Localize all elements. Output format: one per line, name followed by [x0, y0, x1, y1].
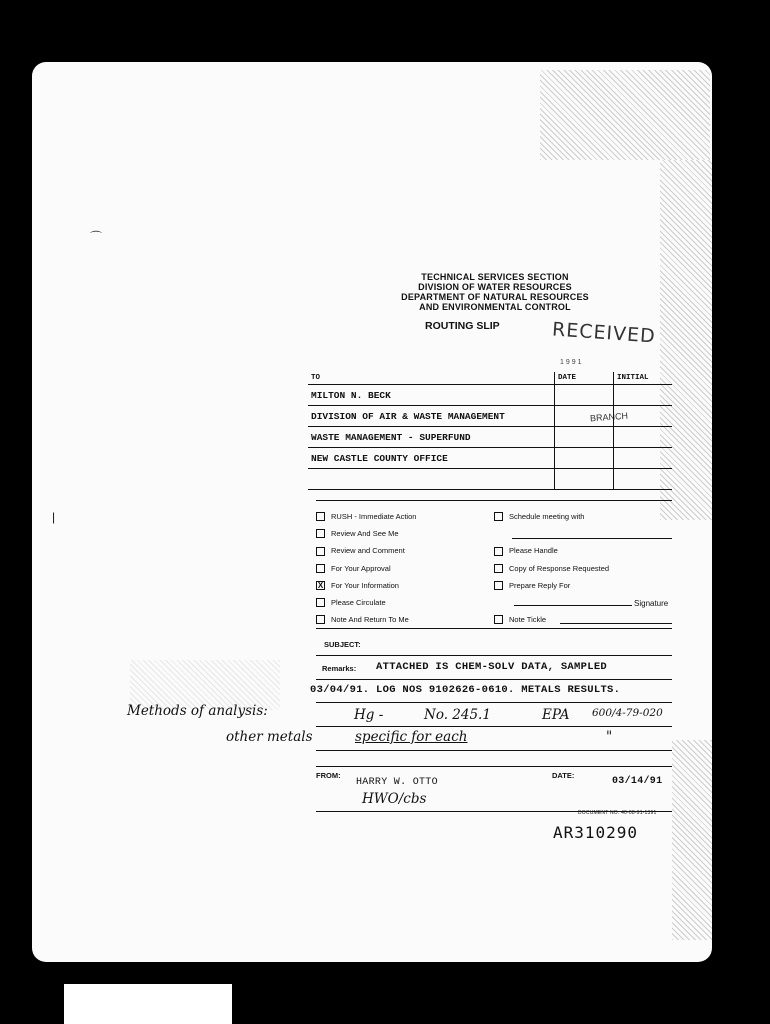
- header-line: DIVISION OF WATER RESOURCES: [418, 282, 572, 292]
- from-name: HARRY W. OTTO: [356, 777, 438, 788]
- checkbox[interactable]: [316, 564, 325, 573]
- signature-line: [514, 605, 632, 606]
- handwritten-note: 600/4-79-020: [592, 707, 663, 719]
- checklist-item[interactable]: [316, 611, 416, 628]
- handwritten-note: specific for each: [355, 729, 468, 745]
- date-cell: [555, 406, 614, 427]
- divider: [316, 679, 672, 680]
- checklist-item[interactable]: [316, 525, 416, 542]
- handwritten-initials: HWO/cbs: [362, 791, 427, 807]
- recipient-cell: NEW CASTLE COUNTY OFFICE: [308, 448, 555, 469]
- table-row: [308, 385, 672, 406]
- table-row: [308, 469, 672, 490]
- divider: [316, 766, 672, 767]
- table-row: [308, 427, 672, 448]
- checklist-label: Note Tickle: [509, 615, 547, 625]
- divider: [316, 726, 672, 727]
- checklist-item[interactable]: [494, 560, 609, 577]
- checklist-spacer: [494, 525, 609, 542]
- checkbox[interactable]: [316, 529, 325, 538]
- initial-cell: [614, 448, 673, 469]
- routing-table: [308, 372, 672, 490]
- checkbox[interactable]: [316, 512, 325, 521]
- received-stamp: RECEIVED: [551, 318, 657, 348]
- checklist-label: For Your Approval: [331, 563, 391, 573]
- checkbox[interactable]: [494, 581, 503, 590]
- checklist-label: RUSH - Immediate Action: [331, 512, 417, 521]
- recipient-cell: MILTON N. BECK: [308, 385, 555, 406]
- initial-cell: [614, 406, 673, 427]
- from-label: FROM:: [316, 771, 341, 780]
- date-cell: [555, 469, 614, 490]
- checkbox[interactable]: [494, 512, 503, 521]
- date-value: 03/14/91: [612, 776, 663, 787]
- paper-corner: [64, 984, 232, 1024]
- stamp-date: 1991: [560, 359, 584, 366]
- recipient-cell: DIVISION OF AIR & WASTE MANAGEMENT: [308, 406, 555, 427]
- initial-cell: [614, 385, 673, 406]
- table-row: [308, 406, 672, 427]
- col-initial: INITIAL: [614, 372, 673, 385]
- checklist-item[interactable]: [316, 594, 416, 611]
- checkbox[interactable]: [494, 615, 503, 624]
- checklist-item[interactable]: [494, 577, 609, 594]
- handwritten-margin-note: other metals: [226, 729, 313, 745]
- scan-mark: |: [52, 510, 56, 524]
- scan-mark: ⌒: [90, 230, 103, 244]
- checklist-item[interactable]: [316, 577, 416, 594]
- ar-number: AR310290: [553, 823, 639, 842]
- date-label: DATE:: [552, 771, 575, 780]
- initial-cell: [614, 427, 673, 448]
- scan-noise: [672, 740, 712, 940]
- remarks-line-1: ATTACHED IS CHEM-SOLV DATA, SAMPLED: [376, 661, 608, 673]
- header-line: DEPARTMENT OF NATURAL RESOURCES: [401, 292, 589, 302]
- schedule-line: [512, 538, 672, 539]
- checklist-label: Review and Comment: [331, 546, 405, 556]
- tickle-line: [560, 623, 672, 624]
- remarks-line-2: 03/04/91. LOG NOS 9102626-0610. METALS RESULTS.: [310, 684, 621, 696]
- date-cell: [555, 427, 614, 448]
- form-title: ROUTING SLIP: [425, 320, 500, 332]
- handwritten-note: EPA: [542, 707, 570, 723]
- checkbox[interactable]: [494, 547, 503, 556]
- handwritten-note: Hg -: [354, 707, 384, 723]
- checklist-spacer: [494, 594, 609, 611]
- header-line: TECHNICAL SERVICES SECTION: [421, 272, 569, 282]
- checklist-label: Review And See Me: [331, 529, 399, 539]
- recipient-cell: [308, 469, 555, 490]
- subject-label: SUBJECT:: [324, 640, 361, 649]
- checklist-label: Please Handle: [509, 546, 558, 556]
- checklist-item[interactable]: [494, 508, 609, 525]
- document-number: DOCUMENT NO. 40-08-91-1391: [578, 810, 657, 816]
- table-row: [308, 448, 672, 469]
- checkbox-checked[interactable]: [316, 581, 325, 590]
- checkbox[interactable]: [316, 598, 325, 607]
- signature-label: Signature: [634, 599, 669, 608]
- remarks-label: Remarks:: [322, 664, 357, 673]
- checklist-item[interactable]: [316, 542, 416, 559]
- handwritten-note: ": [606, 729, 613, 745]
- stamp-branch: BRANCH: [589, 410, 629, 424]
- divider: [316, 702, 672, 703]
- checklist-right: [494, 508, 609, 628]
- date-cell: [555, 448, 614, 469]
- checklist-label: Schedule meeting with: [509, 512, 585, 521]
- handwritten-margin-note: Methods of analysis:: [127, 703, 268, 719]
- checklist-label: For Your Information: [331, 580, 399, 590]
- checklist-label: Note And Return To Me: [331, 615, 409, 625]
- checklist-item[interactable]: [494, 542, 609, 559]
- checklist-item[interactable]: [494, 611, 609, 628]
- header-line: AND ENVIRONMENTAL CONTROL: [419, 302, 571, 312]
- initial-cell: [614, 469, 673, 490]
- divider: [316, 750, 672, 751]
- checklist-left: [316, 508, 416, 628]
- recipient-cell: WASTE MANAGEMENT - SUPERFUND: [308, 427, 555, 448]
- checkbox[interactable]: [494, 564, 503, 573]
- checklist-label: Copy of Response Requested: [509, 563, 610, 573]
- divider: [316, 655, 672, 656]
- col-date: DATE: [555, 372, 614, 385]
- divider: [316, 500, 672, 501]
- checklist-label: Please Circulate: [331, 598, 386, 608]
- form-header: [380, 272, 610, 312]
- table-header-row: [308, 372, 672, 385]
- divider: [316, 628, 672, 629]
- checklist-label: Prepare Reply For: [509, 580, 571, 590]
- checklist-item[interactable]: [316, 508, 416, 525]
- date-cell: [555, 385, 614, 406]
- checklist-item[interactable]: [316, 560, 416, 577]
- handwritten-note: No. 245.1: [424, 707, 491, 723]
- checkbox[interactable]: [316, 547, 325, 556]
- checkbox[interactable]: [316, 615, 325, 624]
- col-to: TO: [308, 372, 555, 385]
- scan-noise: [540, 70, 710, 160]
